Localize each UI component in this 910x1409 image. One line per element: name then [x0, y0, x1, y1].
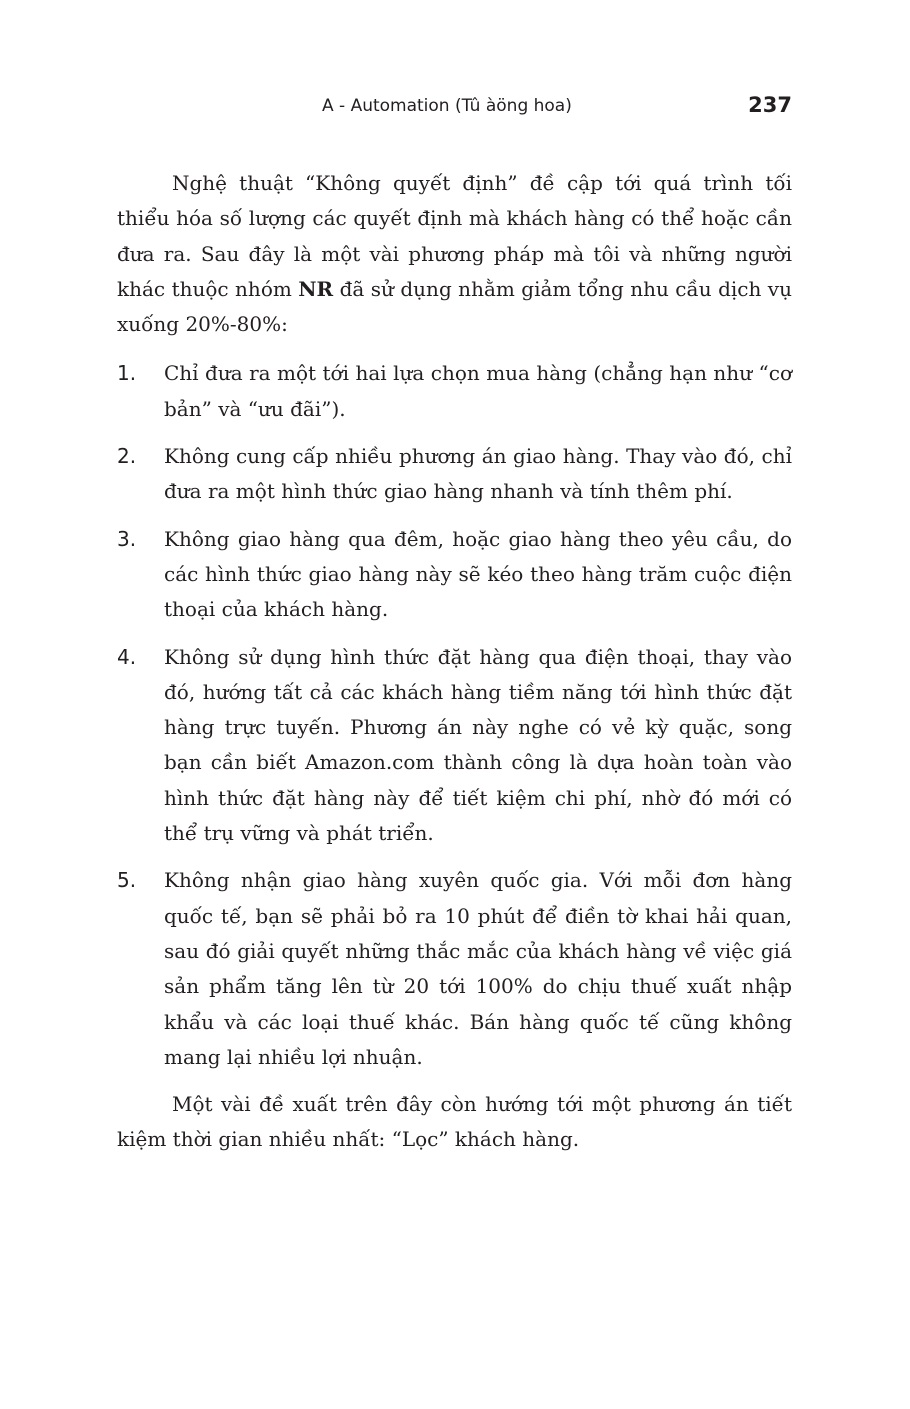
intro-text-start: Nghệ thuật “Không quyết định” đề cập tới quá trình tối thiểu hóa số lượng các quyết định mà khách hàng có thể hoặc cần đưa ra. Sau đây là một vài phương pháp mà tôi và những người khác thuộc nhóm: [117, 171, 792, 301]
list-item-text: Không sử dụng hình thức đặt hàng qua điện thoại, thay vào đó, hướng tất cả các khách hàng tiềm năng tới hình thức đặt hàng trực tuyến. Phương án này nghe có vẻ kỳ quặc, song bạn cần biết Amazon.com thành công là dựa hoàn toàn vào hình thức đặt hàng này để tiết kiệm chi phí, nhờ đó mới có thể trụ vững và phát triển.: [164, 644, 792, 846]
list-marker: 5.: [117, 868, 137, 893]
running-header: A - Automation (Tû àöng hoa): [322, 96, 572, 116]
list-marker: 2.: [117, 444, 137, 469]
list-item: [117, 522, 792, 628]
list-marker: 3.: [117, 526, 137, 551]
list-item-text: Chỉ đưa ra một tới hai lựa chọn mua hàng (chẳng hạn như “cơ bản” và “ưu đãi”).: [164, 361, 792, 421]
list-item-text: Không cung cấp nhiều phương án giao hàng. Thay vào đó, chỉ đưa ra một hình thức giao hàng nhanh và tính thêm phí.: [164, 444, 792, 504]
page-number: 237: [748, 93, 792, 117]
list-marker: 4.: [117, 644, 137, 669]
intro-text-end: đã sử dụng nhằm giảm tổng nhu cầu dịch vụ xuống 20%-80%:: [117, 276, 792, 337]
body-text: [117, 166, 792, 1158]
list-item: [117, 356, 792, 427]
list-item-text: Không giao hàng qua đêm, hoặc giao hàng theo yêu cầu, do các hình thức giao hàng này sẽ kéo theo hàng trăm cuộc điện thoại của khách hàng.: [164, 526, 792, 622]
numbered-list: [117, 356, 792, 1075]
list-item: [117, 640, 792, 852]
list-item: [117, 439, 792, 510]
list-marker: 1.: [117, 361, 137, 386]
list-item-text: Không nhận giao hàng xuyên quốc gia. Với mỗi đơn hàng quốc tế, bạn sẽ phải bỏ ra 10 phút để điền tờ khai hải quan, sau đó giải quyết những thắc mắc của khách hàng về việc giá sản phẩm tăng lên từ 20 tới 100% do chịu thuế xuất nhập khẩu và các loại thuế khác. Bán hàng quốc tế cũng không mang lại nhiều lợi nhuận.: [164, 868, 792, 1069]
intro-paragraph: [117, 166, 792, 342]
outro-paragraph: Một vài đề xuất trên đây còn hướng tới một phương án tiết kiệm thời gian nhiều nhất: “Lọc” khách hàng.: [117, 1092, 792, 1152]
intro-bold-term: NR: [298, 276, 334, 301]
list-item: [117, 863, 792, 1075]
